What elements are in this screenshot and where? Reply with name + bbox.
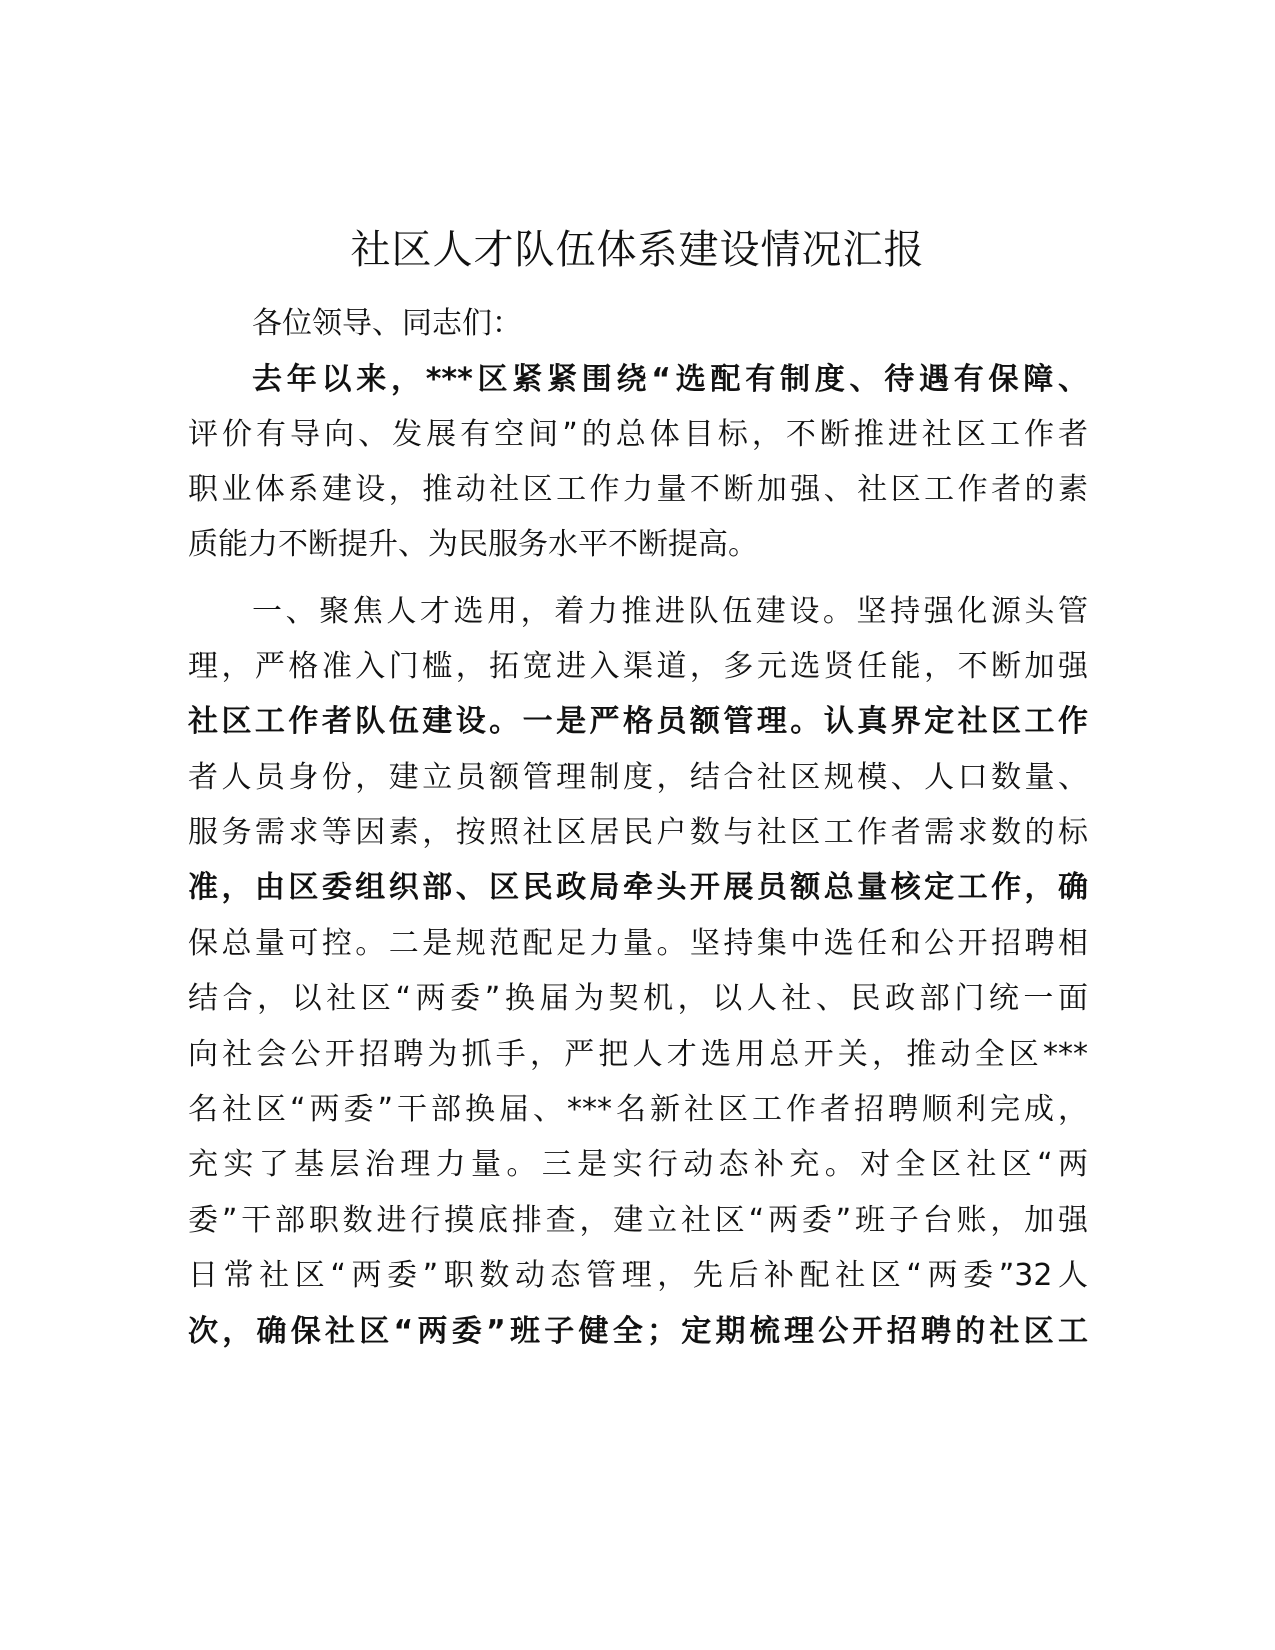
document-title: 社区人才队伍体系建设情况汇报 (350, 227, 925, 273)
body-line: 结合，以社区“两委”换届为契机，以人社、民政部门统一面 (188, 981, 1088, 1016)
body-line: 日常社区“两委”职数动态管理，先后补配社区“两委”32人 (188, 1258, 1088, 1293)
body-line: 准，由区委组织部、区民政局牵头开展员额总量核定工作，确 (188, 870, 1088, 905)
body-line: 一、聚焦人才选用，着力推进队伍建设。坚持强化源头管 (252, 594, 1088, 629)
body-line: 者人员身份，建立员额管理制度，结合社区规模、人口数量、 (188, 760, 1088, 795)
greeting: 各位领导、同志们： (252, 306, 522, 341)
body-line: 次，确保社区“两委”班子健全；定期梳理公开招聘的社区工 (188, 1314, 1088, 1349)
body-line: 委”干部职数进行摸底排查，建立社区“两委”班子台账，加强 (188, 1203, 1088, 1238)
body-line: 社区工作者队伍建设。一是严格员额管理。认真界定社区工作 (188, 704, 1088, 739)
body-line: 去年以来，***区紧紧围绕“选配有制度、待遇有保障、 (252, 362, 1088, 397)
body-line: 向社会公开招聘为抓手，严把人才选用总开关，推动全区*** (188, 1037, 1088, 1072)
body-line: 保总量可控。二是规范配足力量。坚持集中选任和公开招聘相 (188, 926, 1088, 961)
body-line: 服务需求等因素，按照社区居民户数与社区工作者需求数的标 (188, 815, 1088, 850)
body-line: 质能力不断提升、为民服务水平不断提高。 (188, 527, 758, 562)
body-line: 理，严格准入门槛，拓宽进入渠道，多元选贤任能，不断加强 (188, 649, 1088, 684)
body-line: 充实了基层治理力量。三是实行动态补充。对全区社区“两 (188, 1147, 1088, 1182)
body-line: 名社区“两委”干部换届、***名新社区工作者招聘顺利完成， (188, 1092, 1088, 1127)
body-line: 职业体系建设，推动社区工作力量不断加强、社区工作者的素 (188, 472, 1088, 507)
body-line: 评价有导向、发展有空间”的总体目标，不断推进社区工作者 (188, 417, 1088, 452)
